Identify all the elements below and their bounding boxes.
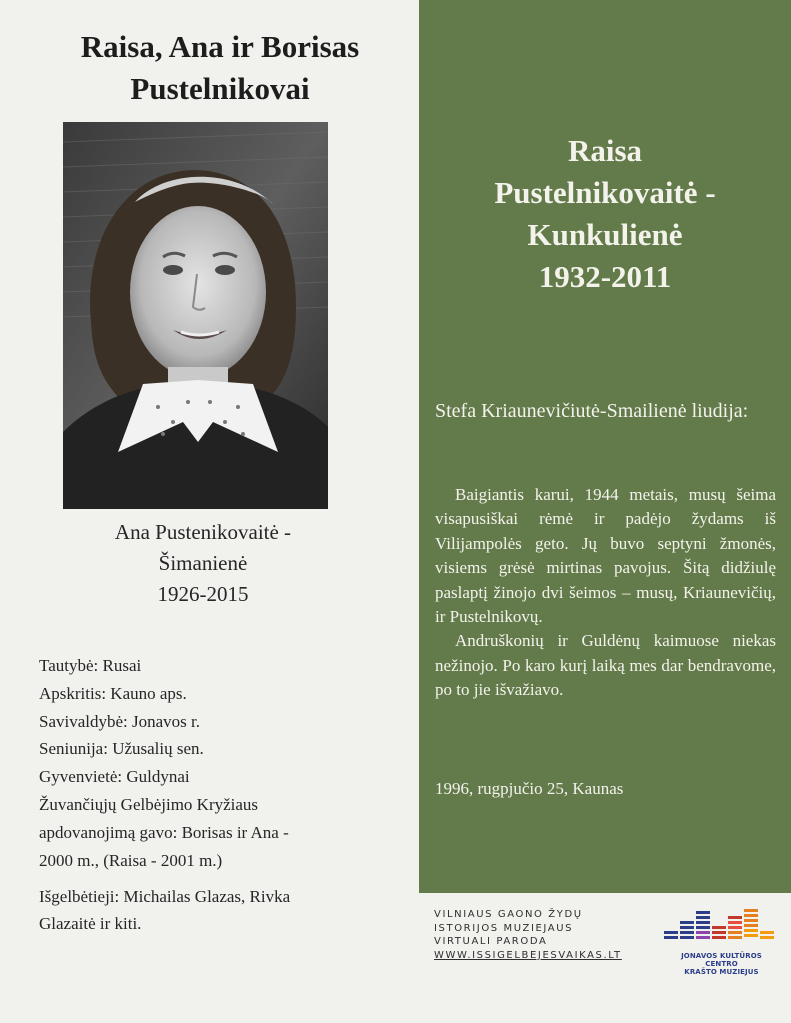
info-award-line1: Žuvančiųjų Gelbėjimo Kryžiaus (39, 794, 259, 814)
main-title-line2: Pustelnikovai (130, 71, 310, 106)
testimony-text (435, 483, 776, 703)
main-title (20, 26, 420, 110)
info-award-line2: apdovanojimą gavo: Borisas ir Ana - (39, 822, 289, 842)
photo-caption (40, 517, 366, 610)
rescued-block (39, 883, 409, 937)
caption-name-line1: Ana Pustenikovaitė - (114, 520, 292, 544)
logo-bars-icon (664, 909, 779, 945)
main-title-line1: Raisa, Ana ir Borisas (80, 29, 360, 64)
portrait-image (63, 122, 328, 509)
credit-line2: ISTORIJOS MUZIEJAUS (434, 922, 574, 934)
right-title-line1: Raisa (567, 133, 643, 168)
rescued-line1: Išgelbėtieji: Michailas Glazas, Rivka (39, 887, 291, 906)
right-title (450, 130, 760, 298)
credit-line1: VILNIAUS GAONO ŽYDŲ (434, 909, 583, 920)
right-title-line3: Kunkulienė (527, 217, 683, 252)
logo-line1: JONAVOS KULTŪROS CENTRO (681, 952, 762, 968)
testimony-date: 1996, rugpjučio 25, Kaunas (435, 779, 624, 798)
portrait-photo (63, 122, 328, 509)
right-title-line4: 1932-2011 (538, 259, 672, 294)
info-nationality: Tautybė: Rusai (39, 656, 142, 675)
info-settlement: Gyvenvietė: Guldynai (39, 767, 190, 787)
museum-logo (664, 909, 779, 976)
witness-heading: Stefa Kriaunevičiutė-Smailienė liudija: (435, 400, 749, 422)
info-municipality: Savivaldybė: Jonavos r. (39, 711, 201, 731)
info-block (39, 652, 409, 874)
testimony-paragraph-1: Baigiantis karui, 1944 metais, musų šeima visapusiškai rėmė ir padėjo žydams iš Vilijampolės geto. Jų buvo septyni žmonės, visiems grėsė mirtinas pavojus. Šitą didžiulę paslaptį žinojo dvi šeimos – musų, Kriaunevičių, ir Pustelnikovų. (435, 485, 776, 627)
credit-line3: VIRTUALI PARODA (434, 936, 548, 948)
info-award-line3: 2000 m., (Raisa - 2001 m.) (39, 850, 223, 870)
info-county: Apskritis: Kauno aps. (39, 683, 187, 703)
logo-line2: KRAŠTO MUZIEJUS (684, 968, 759, 976)
caption-name-line2: Šimanienė (158, 551, 248, 575)
rescued-line2: Glazaitė ir kiti. (39, 914, 142, 933)
museum-credit (434, 908, 622, 962)
caption-years: 1926-2015 (157, 582, 249, 606)
info-eldership: Seniunija: Užusalių sen. (39, 739, 204, 759)
right-title-line2: Pustelnikovaitė - (494, 175, 716, 210)
website-link[interactable]: WWW.ISSIGELBEJESVAIKAS.LT (434, 949, 622, 961)
testimony-paragraph-2: Andruškonių ir Guldėnų kaimuose niekas nežinojo. Po karo kurį laiką mes dar bendravome, po to jie išvažiavo. (435, 631, 776, 700)
